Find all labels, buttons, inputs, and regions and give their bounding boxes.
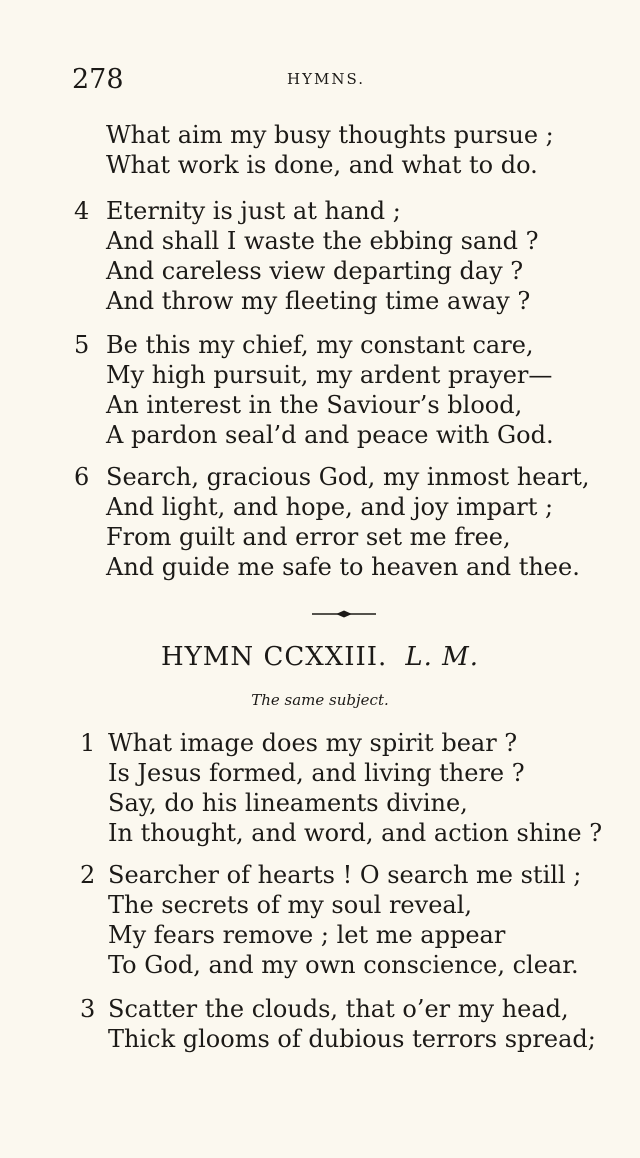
hymn-meter: L. M. [405, 642, 480, 672]
verse-line: Searcher of hearts ! O search me still ; [108, 861, 582, 889]
hymn-subject: The same subject. [251, 691, 389, 709]
verse-line: And throw my fleeting time away ? [106, 287, 531, 315]
verse-line: Eternity is just at hand ; [106, 197, 401, 225]
verse-line: Be this my chief, my constant care, [106, 331, 534, 359]
verse-line: And shall I waste the ebbing sand ? [106, 227, 539, 255]
stanza-number: 6 [74, 463, 90, 491]
verse-line: From guilt and error set me free, [106, 523, 511, 551]
verse-line: The secrets of my soul reveal, [108, 891, 473, 919]
page-number: 278 [72, 64, 124, 95]
ornament-divider [312, 610, 376, 618]
verse-line: Scatter the clouds, that o’er my head, [108, 995, 569, 1023]
verse-line: And light, and hope, and joy impart ; [106, 493, 554, 521]
verse-line: Search, gracious God, my inmost heart, [106, 463, 590, 491]
stanza-number: 5 [74, 331, 90, 359]
verse-line: And careless view departing day ? [106, 257, 524, 285]
verse-line: A pardon seal’d and peace with God. [106, 421, 554, 449]
verse-line: What image does my spirit bear ? [108, 729, 518, 757]
verse-line: Thick glooms of dubious terrors spread; [108, 1025, 596, 1053]
verse-line: To God, and my own conscience, clear. [108, 951, 579, 979]
verse-line: Say, do his lineaments divine, [108, 789, 468, 817]
hymn-title: HYMN CCXXIII. [160, 642, 388, 672]
verse-line: My fears remove ; let me appear [108, 921, 506, 949]
stanza-number: 4 [74, 197, 90, 225]
verse-line: In thought, and word, and action shine ? [108, 819, 603, 847]
verse-line: My high pursuit, my ardent prayer— [106, 361, 553, 389]
verse-line: An interest in the Saviour’s blood, [106, 391, 523, 419]
stanza-number: 1 [80, 729, 96, 757]
page-header [72, 64, 580, 100]
stanza-number: 2 [80, 861, 96, 889]
running-title: HYMNS. [287, 70, 365, 88]
verse-line: Is Jesus formed, and living there ? [108, 759, 525, 787]
stanza-number: 3 [80, 995, 96, 1023]
hymn-heading [0, 642, 640, 672]
verse-line: What work is done, and what to do. [106, 151, 538, 179]
verse-line: What aim my busy thoughts pursue ; [106, 121, 554, 149]
verse-line: And guide me safe to heaven and thee. [106, 553, 580, 581]
